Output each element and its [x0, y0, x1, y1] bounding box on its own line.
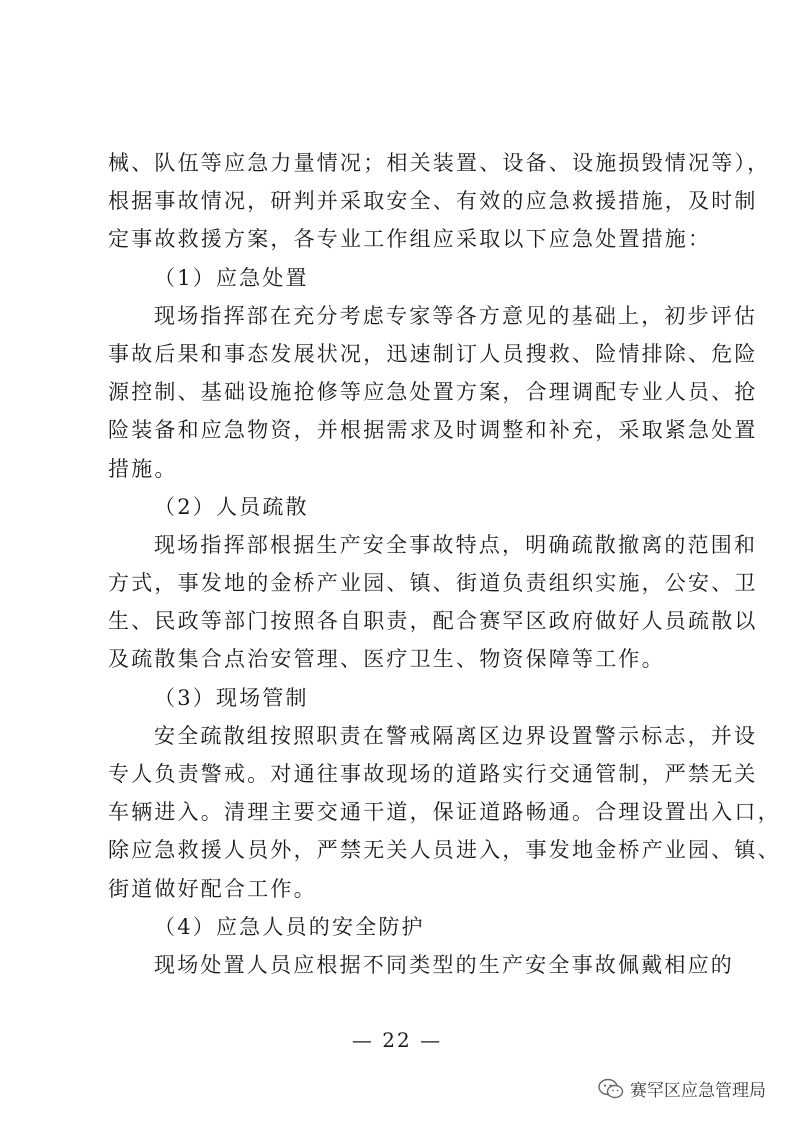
- text-line: 除应急救援人员外，严禁无关人员进入，事发地金桥产业园、镇、: [108, 838, 781, 863]
- section-heading: （1）应急处置: [154, 265, 309, 290]
- text-line: 源控制、基础设施抢修等应急处置方案，合理调配专业人员、抢: [108, 380, 758, 405]
- section-heading: （2）人员疏散: [154, 494, 309, 519]
- text-line: 现场指挥部根据生产安全事故特点，明确疏散撤离的范围和: [154, 532, 758, 557]
- section-heading: （4）应急人员的安全防护: [154, 914, 425, 939]
- page-number: — 22 —: [351, 1028, 443, 1052]
- text-line: 现场指挥部在充分考虑专家等各方意见的基础上，初步评估: [154, 303, 758, 328]
- text-line: 及疏散集合点治安管理、医疗卫生、物资保障等工作。: [108, 647, 665, 672]
- text-line: 现场处置人员应根据不同类型的生产安全事故佩戴相应的: [154, 952, 734, 977]
- text-line: 专人负责警戒。对通往事故现场的道路实行交通管制，严禁无关: [108, 762, 758, 786]
- text-line: 街道做好配合工作。: [108, 876, 317, 901]
- section-heading: （3）现场管制: [154, 685, 309, 710]
- text-line: 械、队伍等应急力量情况；相关装置、设备、设施损毁情况等），: [108, 151, 771, 175]
- text-line: 险装备和应急物资，并根据需求及时调整和补充，采取紧急处置: [108, 418, 758, 443]
- text-line: 措施。: [108, 456, 178, 481]
- text-line: 车辆进入。清理主要交通干道，保证道路畅通。合理设置出入口，: [108, 800, 781, 825]
- text-line: 根据事故情况，研判并采取安全、有效的应急救援措施，及时制: [108, 189, 758, 214]
- watermark-label: 赛罕区应急管理局: [630, 1081, 766, 1101]
- wechat-icon: [598, 1078, 624, 1100]
- text-line: 方式，事发地的金桥产业园、镇、街道负责组织实施，公安、卫: [108, 571, 758, 596]
- account-watermark: [598, 1076, 766, 1101]
- document-body: [108, 144, 781, 984]
- text-line: 生、民政等部门按照各自职责，配合赛罕区政府做好人员疏散以: [108, 609, 758, 634]
- text-line: 事故后果和事态发展状况，迅速制订人员搜救、险情排除、危险: [108, 341, 758, 366]
- text-line: 定事故救援方案，各专业工作组应采取以下应急处置措施：: [108, 227, 712, 252]
- text-line: 安全疏散组按照职责在警戒隔离区边界设置警示标志，并设: [154, 723, 758, 748]
